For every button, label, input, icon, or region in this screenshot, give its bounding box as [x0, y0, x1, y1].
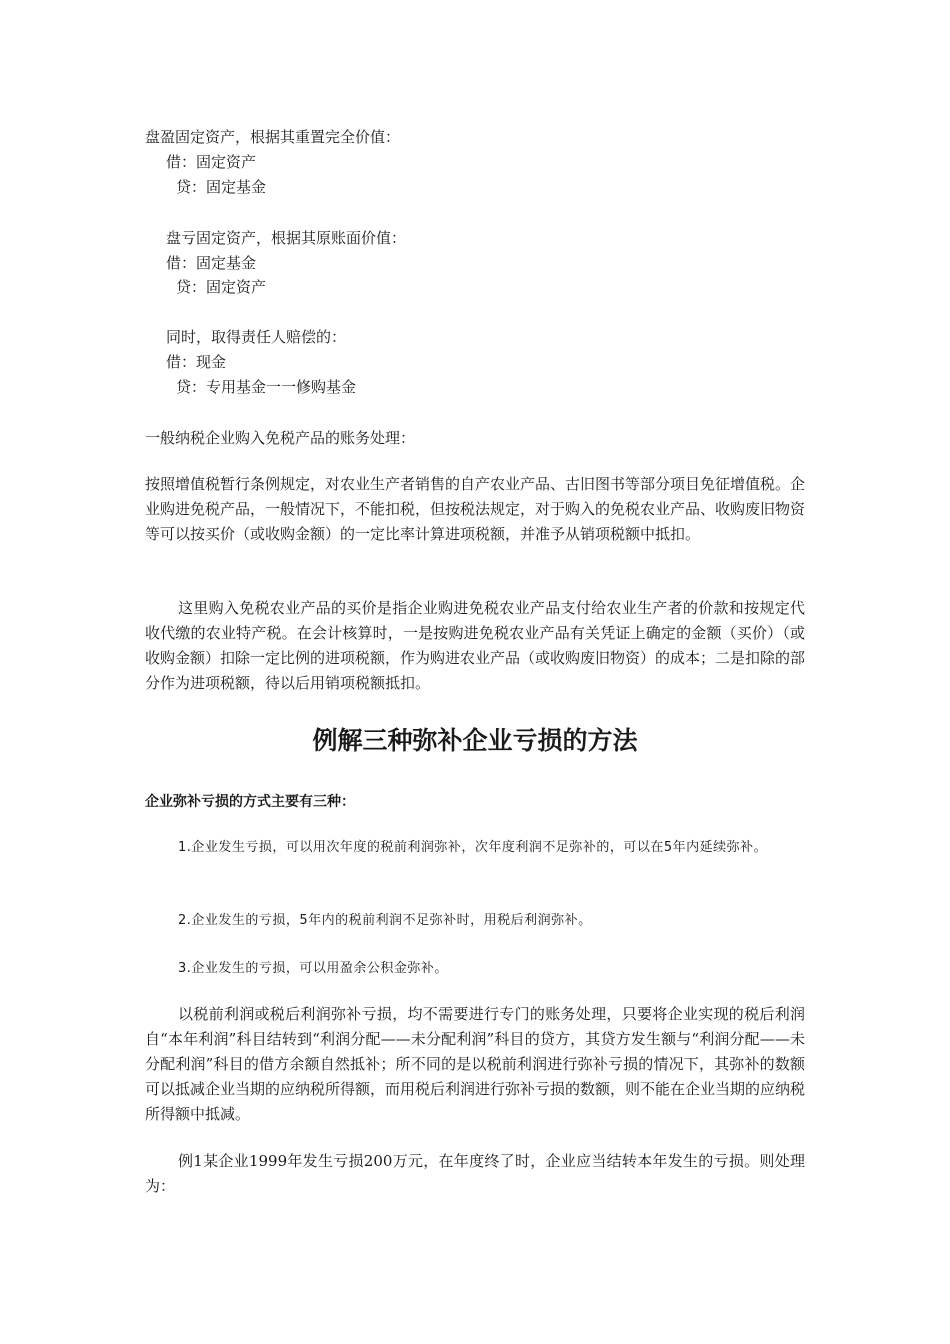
compensation-credit: 贷：专用基金一一修购基金 [176, 378, 357, 396]
loss-debit: 借：固定基金 [166, 254, 257, 272]
loss-credit: 贷：固定资产 [176, 278, 267, 296]
article-title: 例解三种弥补企业亏损的方法 [312, 726, 638, 755]
method-item-3: 3.企业发生的亏损，可以用盈余公积金弥补。 [178, 961, 448, 976]
section2-paragraph-1: 以税前利润或税后利润弥补亏损，均不需要进行专门的账务处理，只要将企业实现的税后利润自“本年利润”科目结转到“利润分配——未分配利润”科目的贷方，其贷方发生额与“利润分配——未分配利润”科目的借方余额自然抵补；所不同的是以税前利润进行弥补亏损的情况下，其弥补的数额可以抵减企业当期的应纳税所得额，而用税后利润进行弥补亏损的数额，则不能在企业当期的应纳税所得额中抵减。 [145, 1005, 806, 1123]
method-item-1: 1.企业发生亏损，可以用次年度的税前利润弥补，次年度利润不足弥补的，可以在5年内延续弥补。 [178, 840, 768, 855]
section1-paragraph-1: 按照增值税暂行条例规定，对农业生产者销售的自产农业产品、古旧图书等部分项目免征增值税。企业购进免税产品，一般情况下，不能扣税，但按税法规定，对于购入的免税农业产品、收购废旧物资等可以按买价（或收购金额）的一定比率计算进项税额，并准予从销项税额中抵扣。 [145, 475, 806, 543]
method-item-2: 2.企业发生的亏损，5年内的税前利润不足弥补时，用税后利润弥补。 [178, 913, 592, 928]
compensation-debit: 借：现金 [166, 353, 227, 371]
section1-heading: 一般纳税企业购入免税产品的账务处理： [145, 429, 416, 447]
surplus-intro: 盘盈固定资产，根据其重置完全价值： [145, 128, 401, 146]
example-paragraph: 例1某企业1999年发生亏损200万元，在年度终了时，企业应当结转本年发生的亏损。则处理为： [145, 1152, 805, 1195]
surplus-credit: 贷：固定基金 [176, 178, 267, 196]
section1-paragraph-2: 这里购入免税农业产品的买价是指企业购进免税农业产品支付给农业生产者的价款和按规定代收代缴的农业特产税。在会计核算时，一是按购进免税农业产品有关凭证上确定的金额（买价）（或收购金额）扣除一定比例的进项税额，作为购进农业产品（或收购废旧物资）的成本；二是扣除的部分作为进项税额，待以后用销项税额抵扣。 [145, 599, 806, 692]
surplus-debit: 借：固定资产 [166, 153, 257, 171]
compensation-intro: 同时，取得责任人赔偿的： [166, 328, 347, 346]
article-subheading: 企业弥补亏损的方式主要有三种： [145, 794, 355, 810]
loss-intro: 盘亏固定资产，根据其原账面价值： [166, 229, 407, 247]
